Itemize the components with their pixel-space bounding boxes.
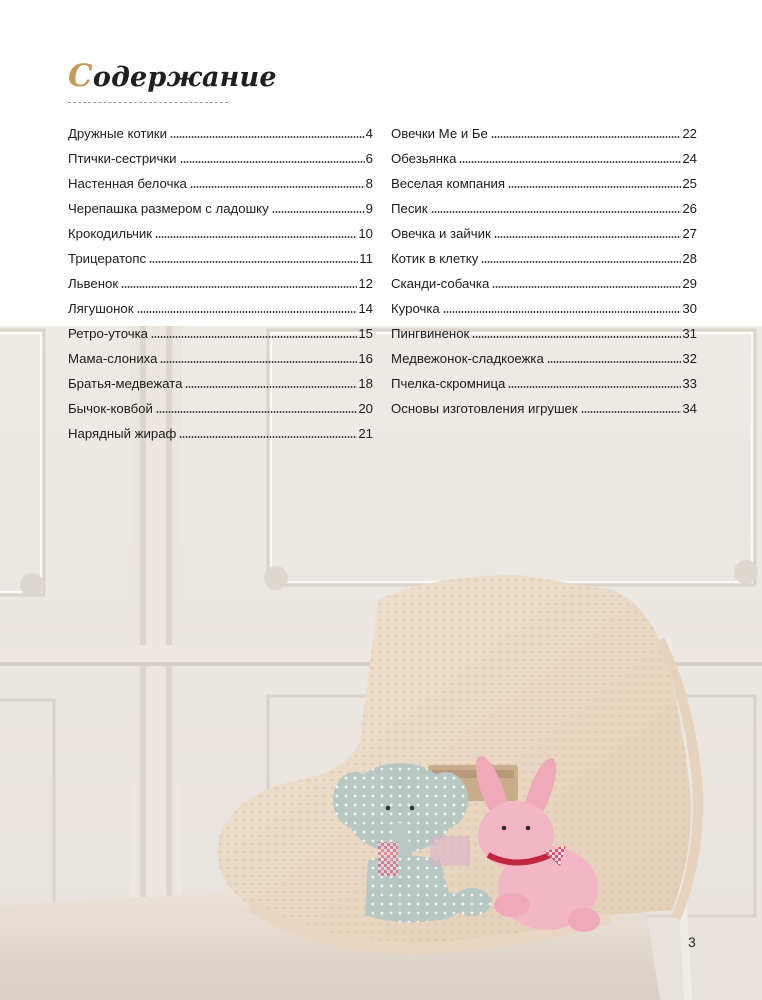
dot-leader — [494, 236, 682, 238]
toc-entry-page: 22 — [682, 126, 697, 141]
dot-leader — [160, 361, 357, 363]
toc-entry[interactable] — [391, 326, 697, 351]
toc-entry-title: Обезьянка — [391, 151, 457, 166]
toc-entry-title: Трицератопс — [68, 251, 147, 266]
dot-leader — [443, 311, 682, 313]
toc-entry-page: 20 — [358, 401, 373, 416]
toc-entry-page: 12 — [358, 276, 373, 291]
dot-leader — [431, 211, 682, 213]
title-rest: одержание — [92, 62, 277, 93]
toc-entry-title: Братья-медвежата — [68, 376, 183, 391]
toc-entry[interactable] — [391, 226, 697, 251]
toc-entry-page: 30 — [682, 301, 697, 316]
toc-entry-page: 18 — [358, 376, 373, 391]
toc-entry[interactable] — [68, 351, 373, 376]
dot-leader — [151, 336, 357, 338]
dot-leader — [481, 261, 681, 263]
dot-leader — [149, 261, 358, 263]
toc-entry-title: Сканди-собачка — [391, 276, 490, 291]
toc-entry-title: Черепашка размером с ладошку — [68, 201, 269, 216]
dot-leader — [472, 336, 681, 338]
toc-entry[interactable] — [68, 401, 373, 426]
toc-entry-title: Котик в клетку — [391, 251, 479, 266]
toc-entry-page: 34 — [682, 401, 697, 416]
toc-entry-page: 11 — [359, 251, 373, 266]
toc-entry-title: Курочка — [391, 301, 440, 316]
toc-entry-page: 16 — [358, 351, 373, 366]
toc-entry[interactable] — [391, 301, 697, 326]
toc-entry[interactable] — [391, 351, 697, 376]
toc-entry-title: Птички-сестрички — [68, 151, 177, 166]
dot-leader — [156, 411, 357, 413]
title-underline — [68, 102, 228, 103]
toc-entry[interactable] — [391, 151, 697, 176]
toc-entry[interactable] — [391, 276, 697, 301]
toc-entry-title: Песик — [391, 201, 428, 216]
dot-leader — [179, 436, 357, 438]
toc-entry-title: Львенок — [68, 276, 119, 291]
page-title — [68, 58, 277, 94]
dot-leader — [170, 136, 365, 138]
toc-entry-title: Медвежонок-сладкоежка — [391, 351, 544, 366]
toc-entry-page: 4 — [365, 126, 373, 141]
toc-entry-title: Овечка и зайчик — [391, 226, 491, 241]
toc-entry-page: 25 — [682, 176, 697, 191]
toc-entry-page: 9 — [365, 201, 373, 216]
dot-leader — [459, 161, 681, 163]
dot-leader — [180, 161, 365, 163]
toc-entry[interactable] — [391, 251, 697, 276]
toc-entry[interactable] — [68, 226, 373, 251]
toc-entry[interactable] — [391, 401, 697, 426]
dot-leader — [547, 361, 682, 363]
toc-entry-title: Нарядный жираф — [68, 426, 177, 441]
toc-entry[interactable] — [391, 126, 697, 151]
dot-leader — [581, 411, 682, 413]
toc-entry-title: Мама-слониха — [68, 351, 158, 366]
toc-entry-title: Бычок-ковбой — [68, 401, 153, 416]
title-initial: С — [68, 58, 93, 94]
toc-entry-title: Пингвиненок — [391, 326, 470, 341]
toc-entry[interactable] — [68, 201, 373, 226]
dot-leader — [121, 286, 357, 288]
toc-entry-page: 6 — [365, 151, 373, 166]
toc-entry[interactable] — [68, 276, 373, 301]
toc-entry[interactable] — [68, 151, 373, 176]
toc-entry-page: 10 — [358, 226, 373, 241]
toc-entry-title: Веселая компания — [391, 176, 506, 191]
toc-entry-page: 31 — [682, 326, 697, 341]
toc-entry-page: 33 — [682, 376, 697, 391]
toc-entry-page: 14 — [358, 301, 373, 316]
dot-leader — [508, 386, 681, 388]
toc-entry-page: 21 — [358, 426, 373, 441]
toc-right-column — [391, 126, 697, 426]
dot-leader — [491, 136, 681, 138]
toc-entry[interactable] — [391, 376, 697, 401]
toc-entry-page: 26 — [682, 201, 697, 216]
dot-leader — [185, 386, 357, 388]
toc-entry-title: Пчелка-скромница — [391, 376, 506, 391]
toc-entry[interactable] — [68, 301, 373, 326]
toc-entry-title: Овечки Ме и Бе — [391, 126, 488, 141]
toc-entry-title: Основы изготовления игрушек — [391, 401, 578, 416]
toc-entry-title: Ретро-уточка — [68, 326, 149, 341]
toc-entry-title: Крокодильчик — [68, 226, 153, 241]
dot-leader — [137, 311, 358, 313]
dot-leader — [508, 186, 681, 188]
toc-entry-page: 15 — [358, 326, 373, 341]
toc-entry-page: 27 — [682, 226, 697, 241]
dot-leader — [190, 186, 365, 188]
toc-entry[interactable] — [391, 176, 697, 201]
toc-entry-page: 24 — [682, 151, 697, 166]
toc-entry[interactable] — [68, 251, 373, 276]
page-number: 3 — [688, 934, 696, 950]
dot-leader — [272, 211, 365, 213]
toc-entry[interactable] — [68, 176, 373, 201]
dot-leader — [155, 236, 357, 238]
toc-entry-page: 8 — [365, 176, 373, 191]
toc-left-column — [68, 126, 373, 451]
toc-entry[interactable] — [68, 326, 373, 351]
toc-entry[interactable] — [68, 376, 373, 401]
toc-entry-page: 32 — [682, 351, 697, 366]
toc-entry[interactable] — [68, 126, 373, 151]
toc-entry[interactable] — [391, 201, 697, 226]
dot-leader — [492, 286, 681, 288]
toc-entry-page: 29 — [682, 276, 697, 291]
toc-entry[interactable] — [68, 426, 373, 451]
toc-entry-title: Лягушонок — [68, 301, 134, 316]
toc-entry-title: Настенная белочка — [68, 176, 187, 191]
toc-entry-page: 28 — [682, 251, 697, 266]
toc-entry-title: Дружные котики — [68, 126, 167, 141]
